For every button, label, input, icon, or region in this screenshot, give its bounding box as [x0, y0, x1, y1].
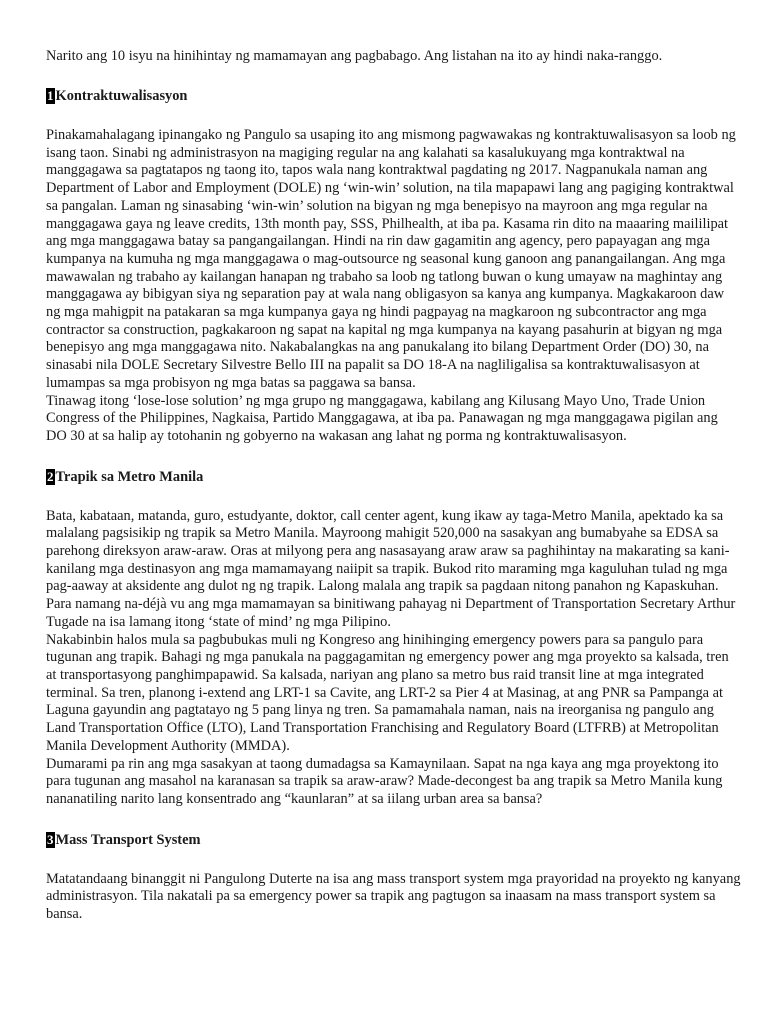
paragraph: Para namang na-déjà vu ang mga mamamayan sa binitiwang pahayag ni Department of Transportation Secretary Arthur Tugade na isa lamang itong ‘state of mind’ ng mga Pilipino.: [46, 596, 736, 630]
paragraph: Pinakamahalagang ipinangako ng Pangulo sa usaping ito ang mismong pagwawakas ng kontraktuwalisasyon sa loob ng isang taon. Sinabi ng administrasyon na magiging regular na ang kalahati sa kasalukuyang mga kontraktwal na manggagawa sa pagtatapos ng taong ito, tapos wala nang kontraktwal pagdating ng 2017. Nagpanukala naman ang Department of Labor and Employment (DOLE) ng ‘win-win’ solution, na tila mapapawi lang ang pagiging kontraktwal sa pangalan. Laman ng sinasabing ‘win-win’ solution na bigyan ng mga benepisyo na mayroon ang mga regular na manggagawa gaya ng leave credits, 13th month pay, SSS, Philhealth, at iba pa. Kasama rin dito na maaaring maililipat ang mga manggagawa batay sa pangangailangan. Hindi na rin daw gagamitin ang agency, pero papayagan ang mga kumpanya na kumuha ng mga manggagawa o mag-outsource ng seasonal kung ganoon ang panangailangan. Ang mga mawawalan ng trabaho ay kailangan hanapan ng trabaho sa loob ng tatlong buwan o kung umayaw na maghintay ang manggagawa ay bibigyan siya ng separation pay at wala nang obligasyon sa kanya ang kumpanya. Magkakaroon daw ng mga mahigpit na patakaran sa mga kumpanya gaya ng hindi pagpayag na magkaroon ng subcontractor ang mga contractor sa construction, pagkakaroon ng sapat na kapital ng mga kumpanya na kayang pasahurin at bigyan ng mga benepisyo ang mga manggagawa nito. Nakabalangkas na ang panukalang ito bilang Department Order (DO) 30, na sinasabi nila DOLE Secretary Silvestre Bello III na papalit sa DO 18-A na nagliligalisa sa kontraktuwalisasyon at lumampas sa mga probisyon ng mga batas sa paggawa sa bansa.: [46, 127, 736, 391]
paragraph: Tinawag itong ‘lose-lose solution’ ng mga grupo ng manggagawa, kabilang ang Kilusang Mayo Uno, Trade Union Congress of the Philippines, Nagkaisa, Partido Manggagawa, at iba pa. Panawagan ng mga manggagawa pigilan ang DO 30 at sa halip ay totohanin ng gobyerno na wakasan ang lahat ng porma ng kontraktuwalisasyon.: [46, 392, 718, 444]
intro-paragraph: Narito ang 10 isyu na hinihintay ng mamamayan ang pagbabago. Ang listahan na ito ay hindi naka-ranggo.: [46, 48, 663, 64]
section-body: [46, 871, 742, 924]
section-trapik: [46, 468, 742, 809]
section-body: [46, 508, 742, 809]
section-mass-transport: [46, 831, 742, 924]
section-title: Trapik sa Metro Manila: [55, 468, 204, 485]
section-heading: [46, 87, 742, 105]
section-body: [46, 127, 742, 446]
section-heading: [46, 831, 742, 849]
section-number-badge: 2: [47, 468, 54, 484]
paragraph: Dumarami pa rin ang mga sasakyan at taong dumadagsa sa Kamaynilaan. Sapat na nga kaya ang mga proyektong ito para tugunan ang masahol na karanasan sa trapik sa araw-araw? Made-decongest ba ang trapik sa Metro Manila kung nananatiling narito lang konsentrado ang “kaunlaran” at sa iilang urban area sa bansa?: [46, 755, 723, 807]
section-title: Mass Transport System: [55, 831, 201, 848]
section-heading: [46, 468, 742, 486]
section-number-badge: 1: [47, 88, 54, 103]
section-number-badge: 3: [47, 831, 54, 847]
paragraph: Matatandaang binanggit ni Pangulong Duterte na isa ang mass transport system mga prayoridad na proyekto ng kanyang administrasyon. Tila nakatali pa sa emergency power sa trapik ang pagtugon sa inaasam na mass transport system sa bansa.: [46, 870, 741, 923]
paragraph: Nakabinbin halos mula sa pagbubukas muli ng Kongreso ang hinihinging emergency powers para sa pangulo para tugunan ang trapik. Bahagi ng mga panukala na paggagamitan ng emergency power ang mga proyekto sa kalsada, tren at transportasyong panghimpapawid. Sa kalsada, nariyan ang plano sa metro bus raid transit line at mga integrated terminal. Sa tren, planong i-extend ang LRT-1 sa Cavite, ang LRT-2 sa Pier 4 at Masinag, at ang PNR sa Pampanga at Laguna gayundin ang pagtatayo ng 5 pang linya ng tren. Sa pamamahala naman, nais na ireorganisa ng pangulo ang Land Transportation Office (LTO), Land Transportation Franchising and Regulatory Board (LTFRB) at Metropolitan Manila Development Authority (MMDA).: [46, 631, 729, 754]
section-title: Kontraktuwalisasyon: [55, 88, 188, 104]
paragraph: Bata, kabataan, matanda, guro, estudyante, doktor, call center agent, kung ikaw ay taga-Metro Manila, apektado ka sa malalang pagsisikip ng trapik sa Metro Manila. Mayroong mahigit 520,000 na sasakyan ang bumabyahe sa EDSA sa parehong direksyon araw-araw. Oras at milyong pera ang nasasayang araw araw sa paghihintay na makarating sa kani-kanilang mga destinasyon ang mga mamamayang naiipit sa trapik. Bukod rito maraming mga kaguluhan tulad ng mga pag-aaway at aksidente ang dulot ng ng trapik. Lalong malala ang trapik sa pagdaan nitong panahon ng Kapaskuhan.: [46, 507, 730, 595]
section-kontraktuwalisasyon: [46, 87, 742, 446]
